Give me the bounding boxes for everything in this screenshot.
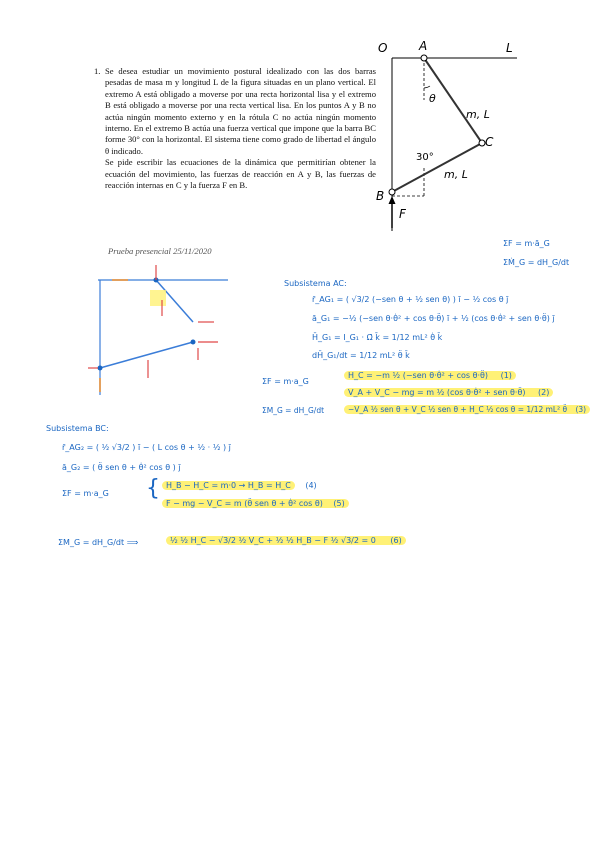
ac-equation-3-number: (3) bbox=[575, 405, 587, 414]
label-o: O bbox=[378, 41, 388, 55]
label-b: B bbox=[376, 189, 385, 203]
label-l: L bbox=[506, 41, 513, 55]
force-f-arrow bbox=[389, 196, 396, 204]
label-30: 30° bbox=[416, 152, 434, 163]
ac-equation-2: V_A + V_C − mg = m ½ (cos θ·θ̇² + sen θ·θ̈) (2) bbox=[344, 388, 553, 397]
ac-equation-2-number: (2) bbox=[538, 388, 550, 397]
ac-equation-3: −V_A ½ sen θ + V_C ½ sen θ + H_C ½ cos θ = 1/12 mL² θ̈ (3) bbox=[344, 405, 590, 414]
label-ml-upper: m, L bbox=[466, 108, 490, 121]
note-sum-moments: ΣṀ_G = dH_G/dt bbox=[503, 258, 570, 267]
ac-angular-momentum: H̄_G₁ = I_G₁ · Ω̄ k̄ = 1/12 mL² θ̇ k̄ bbox=[312, 333, 443, 342]
label-c: C bbox=[485, 135, 494, 149]
label-theta: θ bbox=[429, 92, 436, 105]
problem-paragraph-2: Se pide escribir las ecuaciones de la dinámica que permitirían obtener la ecuación del movimiento, las fuerzas de reacción en A y B, las fuerzas de reacción internas en C y la fuerza F en B. bbox=[105, 157, 376, 191]
bc-sum-moments: ΣM_G = dH_G/dt ⟹ bbox=[58, 538, 139, 547]
bc-equation-5-number: (5) bbox=[333, 499, 345, 508]
label-f: F bbox=[399, 207, 406, 221]
mechanism-figure bbox=[372, 36, 522, 232]
joint-b bbox=[389, 189, 395, 195]
bc-sum-forces: ΣF = m·a_G bbox=[62, 489, 109, 498]
ac-sum-moments: ΣM_G = dH_G/dt bbox=[262, 406, 325, 415]
ac-angular-momentum-derivative: dH̄_G₁/dt = 1/12 mL² θ̈ k̄ bbox=[312, 351, 410, 360]
handwritten-diagram bbox=[88, 260, 238, 400]
subsystem-bc-title: Subsistema BC: bbox=[46, 424, 109, 433]
bc-brace: { bbox=[146, 476, 160, 501]
ac-sum-forces: ΣF = m·a_G bbox=[262, 377, 309, 386]
label-ml-lower: m, L bbox=[444, 168, 468, 181]
bc-acceleration: ā_G₂ = ( θ̈ sen θ + θ̇² cos θ ) j̄ bbox=[62, 463, 181, 472]
bc-equation-5: F − mg − V_C = m (θ̈ sen θ + θ̇² cos θ) (5) bbox=[162, 499, 349, 508]
ac-equation-1: H_C = −m ½ (−sen θ·θ̇² + cos θ·θ̈) (1) bbox=[344, 371, 516, 380]
note-sum-forces: ΣF = m·ā_G bbox=[503, 239, 550, 248]
label-a: A bbox=[419, 39, 428, 53]
bc-position-vector: r̄_AG₂ = ( ½ √3/2 ) ī − ( L cos θ + ½ · ½ ) j̄ bbox=[62, 443, 231, 452]
bc-equation-4: H_B − H_C = m·0 → H_B = H_C (4) bbox=[162, 481, 317, 490]
bar-bc bbox=[392, 143, 482, 192]
exam-date: Prueba presencial 25/11/2020 bbox=[108, 246, 212, 256]
ac-equation-1-number: (1) bbox=[500, 371, 512, 380]
bc-equation-6-number: (6) bbox=[390, 536, 402, 545]
problem-number: 1. bbox=[94, 66, 101, 76]
subsystem-ac-title: Subsistema AC: bbox=[284, 279, 347, 288]
ac-position-vector: r̄_AG₁ = ( √3/2 (−sen θ + ½ sen θ) ) ī − ½ cos θ j̄ bbox=[312, 295, 509, 304]
problem-statement bbox=[94, 66, 376, 191]
ac-acceleration: ā_G₁ = −½ (−sen θ·θ̇² + cos θ·θ̈) ī + ½ (cos θ·θ̇² + sen θ·θ̈) j̄ bbox=[312, 314, 555, 323]
bc-equation-6: ½ ½ H_C − √3/2 ½ V_C + ½ ½ H_B − F ½ √3/2 = 0 (6) bbox=[166, 536, 406, 545]
joint-a bbox=[421, 55, 427, 61]
bc-equation-4-number: (4) bbox=[305, 481, 317, 490]
problem-paragraph-1: Se desea estudiar un movimiento postural idealizado con las dos barras pesadas de masa m y longitud L de la figura situadas en un plano vertical. El extremo A está obligado a moverse por una recta horizontal lisa y el extremo B está obligado a moverse por una recta vertical lisa. En los puntos A y B no actúa ningún momento externo y en la rótula C no actúa ningún momento interno. En el extremo B actúa una fuerza vertical que impone que la barra BC forme 30° con la horizontal. El sistema tiene como grado de libertad el ángulo θ indicado. bbox=[105, 66, 376, 156]
